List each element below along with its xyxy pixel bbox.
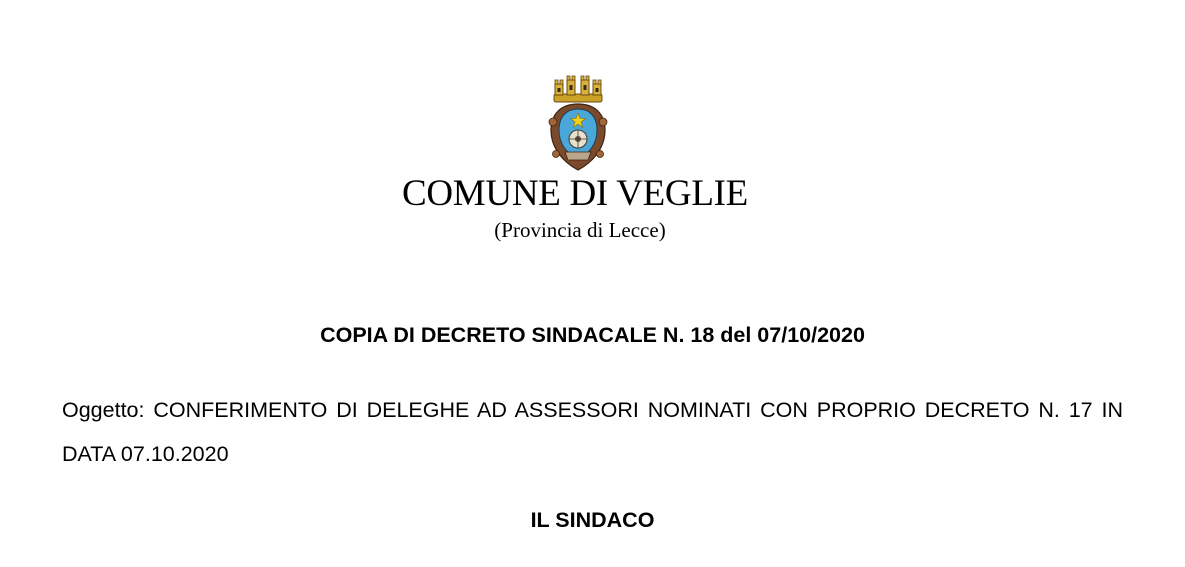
province-label: (Provincia di Lecce) bbox=[494, 218, 666, 242]
section-heading: IL SINDACO bbox=[530, 508, 655, 532]
comune-name: COMUNE DI VEGLIE bbox=[402, 173, 748, 214]
decree-subject: Oggetto: CONFERIMENTO DI DELEGHE AD ASSESSORI NOMINATI CON PROPRIO DECRETO N. 17 IN DATA 07.10.2020 bbox=[62, 398, 1123, 466]
decree-title: COPIA DI DECRETO SINDACALE N. 18 del 07/10/2020 bbox=[320, 323, 865, 347]
coat-of-arms-icon bbox=[545, 74, 611, 174]
